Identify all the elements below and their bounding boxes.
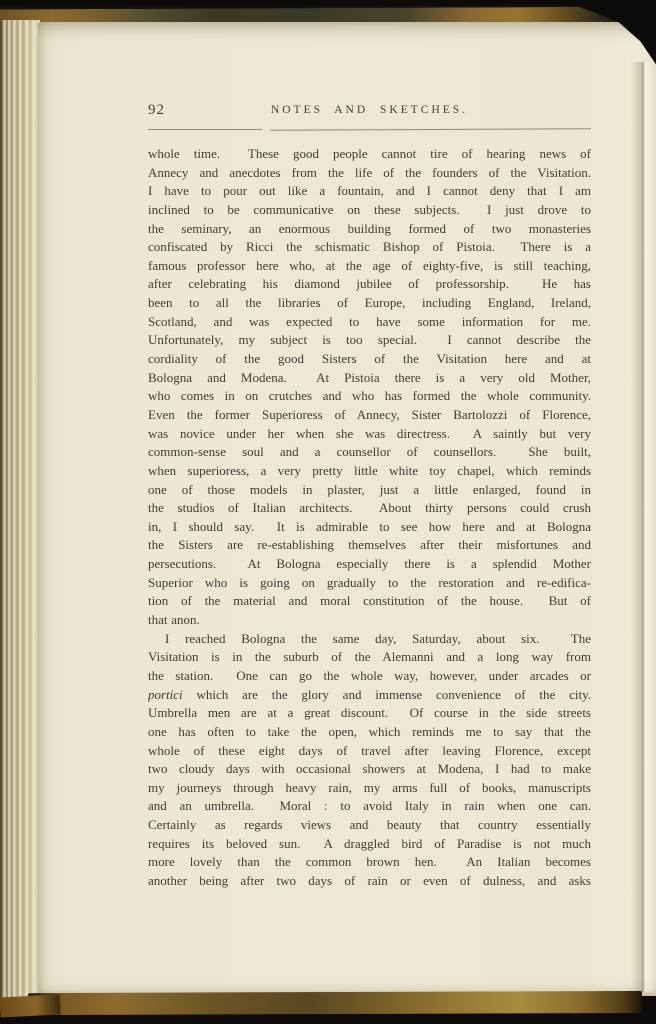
text-line (148, 779, 591, 798)
text-line (148, 238, 591, 257)
text-line (148, 499, 591, 518)
text-segment: requires its beloved sun. A draggled bird of Paradise is not much (148, 835, 591, 851)
text-segment: I reached Bologna the same day, Saturday, about six. The (165, 630, 591, 646)
text-segment: and an umbrella. Moral : to avoid Italy in rain when one can. (148, 798, 591, 814)
text-line (148, 742, 591, 761)
text-line (148, 145, 591, 164)
text-segment: which are the glory and immense convenience of the city. (182, 686, 591, 702)
text-line (148, 816, 591, 835)
text-segment: whole of these eight days of travel after leaving Florence, except (148, 742, 591, 758)
header-rule-segment (148, 129, 262, 130)
text-line (148, 518, 591, 537)
text-segment: persecutions. At Bologna especially there is a splendid Mother (148, 556, 591, 572)
text-line (148, 201, 591, 220)
text-segment: cordiality of the good Sisters of the Visitation here and at (148, 351, 591, 367)
text-line (148, 592, 591, 611)
text-segment: I have to pour out like a fountain, and I cannot deny that I am (148, 183, 591, 199)
text-line (148, 294, 591, 313)
text-segment: Scotland, and was expected to have some information for me. (148, 313, 591, 329)
text-segment: Bologna and Modena. At Pistoia there is a very old Mother, (148, 369, 591, 385)
text-segment: Certainly as regards views and beauty that country essentially (148, 817, 591, 833)
text-line (148, 686, 591, 705)
text-line (148, 723, 591, 742)
text-segment: that anon. (148, 612, 200, 628)
text-line (148, 872, 591, 891)
text-segment: the Sisters are re-establishing themselves after their misfortunes and (148, 537, 591, 553)
text-segment: when superioress, a very pretty little white toy chapel, which reminds (148, 462, 591, 478)
text-line (148, 406, 591, 425)
text-line (148, 257, 591, 276)
text-line (148, 481, 591, 500)
running-header: NOTES AND SKETCHES. (270, 104, 469, 116)
text-segment: one of those models in plaster, just a little enlarged, found in (148, 481, 591, 497)
text-line (148, 387, 591, 406)
text-segment: two cloudy days with occasional showers at Modena, I had to make (148, 761, 591, 777)
text-line (148, 275, 591, 294)
text-segment: Unfortunately, my subject is too special. I cannot describe the (148, 332, 591, 348)
header-rule-segment (270, 128, 591, 130)
book-cover-bottom-edge (28, 991, 642, 1015)
running-head (148, 100, 591, 122)
text-line (148, 425, 591, 444)
text-segment: after celebrating his diamond jubilee of professorship. He has (148, 276, 591, 292)
text-segment: whole time. These good people cannot tire of hearing news of (148, 146, 591, 161)
text-segment: another being after two days of rain or even of dulness, and asks (148, 872, 591, 888)
text-segment: inclined to be communicative on these subjects. I just drove to (148, 201, 591, 217)
text-line (148, 555, 591, 574)
text-segment: was novice under her when she was directress. A saintly but very (148, 425, 591, 441)
text-segment: Visitation is in the suburb of the Alemanni and a long way from (148, 649, 591, 665)
text-segment: my journeys through heavy rain, my arms full of books, manuscripts (148, 779, 591, 795)
book-cover-corner-bottom-left (0, 994, 60, 1017)
text-segment: Superior who is going on gradually to the restoration and re-edifica- (148, 574, 591, 590)
text-line (148, 164, 591, 183)
text-line (148, 835, 591, 854)
text-segment: been to all the libraries of Europe, including England, Ireland, (148, 295, 591, 311)
page-content (148, 100, 591, 891)
text-segment: in, I should say. It is admirable to see how here and at Bologna (148, 518, 591, 534)
text-segment: the station. One can go the whole way, however, under arcades or (148, 667, 591, 683)
text-line (148, 369, 591, 388)
text-line (148, 313, 591, 332)
text-segment: who comes in on crutches and who has formed the whole community. (148, 388, 591, 404)
text-line (148, 574, 591, 593)
page-edges-stack (0, 20, 40, 1006)
text-line (148, 350, 591, 369)
text-line (148, 462, 591, 481)
text-segment: more lovely than the common brown hen. An Italian becomes (148, 854, 591, 870)
italic-text: portici (148, 686, 183, 702)
text-segment: the studios of Italian architects. About thirty persons could crush (148, 500, 591, 516)
text-line (148, 630, 591, 649)
text-segment: confiscated by Ricci the schismatic Bishop of Pistoia. There is a (148, 239, 591, 255)
text-segment: the seminary, an enormous building formed of two monasteries (148, 220, 591, 236)
book-page (38, 22, 656, 996)
text-line (148, 182, 591, 201)
text-line (148, 853, 591, 872)
text-line (148, 611, 591, 630)
text-segment: Umbrella men are at a great discount. Of course in the side streets (148, 705, 591, 721)
page-number: 92 (148, 102, 165, 118)
text-line (148, 331, 591, 350)
text-segment: common-sense soul and a counsellor of counsellors. She built, (148, 444, 591, 460)
text-segment: Annecy and anecdotes from the life of the founders of the Visitation. (148, 164, 591, 180)
text-segment: one has often to take the open, which reminds me to say that the (148, 723, 591, 739)
text-segment: tion of the material and moral constitution of the house. But of (148, 593, 591, 609)
text-line (148, 220, 591, 239)
text-line (148, 704, 591, 723)
text-segment: Even the former Superioress of Annecy, Sister Bartolozzi of Florence, (148, 406, 591, 422)
text-segment: famous professor here who, at the age of eighty-five, is still teaching, (148, 257, 591, 273)
text-line (148, 760, 591, 779)
text-line (148, 667, 591, 686)
text-line (148, 443, 591, 462)
text-line (148, 648, 591, 667)
text-line (148, 536, 591, 555)
page-crease (630, 62, 656, 992)
page-body-text (148, 145, 591, 891)
header-rule (148, 128, 591, 131)
text-line (148, 797, 591, 816)
